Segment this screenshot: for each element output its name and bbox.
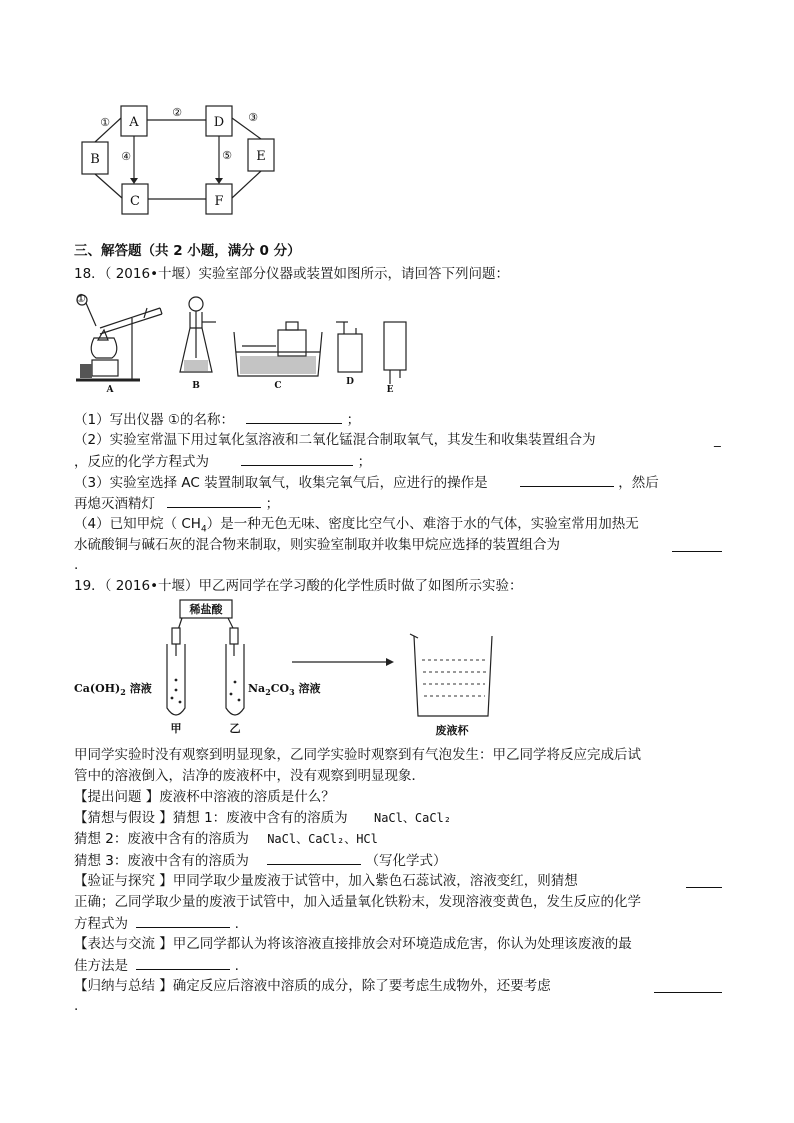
answer-blank-8[interactable] [686, 874, 722, 888]
q19-experiment-figure [72, 598, 512, 738]
q19-intro-2: 管中的溶液倒入，洁净的废液杯中，没有观察到明显现象． [74, 768, 425, 784]
flow-diagram [74, 104, 294, 216]
node-a: A [129, 115, 139, 130]
q18-part2b: ，反应的化学方程式为 ； [74, 454, 372, 470]
edge-label-3: ③ [248, 111, 258, 124]
answer-blank-6[interactable] [672, 538, 722, 552]
q18-stem: 18．（ 2016•十堰）实验室部分仪器或装置如图所示，请回答下列问题： [74, 266, 510, 282]
edge-label-4: ④ [121, 150, 131, 163]
q19-guess-2: 猜想 2：废液中含有的溶质为 NaCl、CaCl₂、HCl [74, 831, 378, 847]
q19-guess-3: 猜想 3：废液中含有的溶质为 （写化学式） [74, 853, 447, 869]
q19-verify-2: 正确；乙同学取少量的废液于试管中，加入适量氧化铁粉末，发现溶液变黄色，发生反应的化学 [74, 894, 641, 910]
q18-part2a: （2）实验室常温下用过氧化氢溶液和二氧化锰混合制取氧气，其发生和收集装置组合为 _ [74, 432, 721, 448]
beaker-label: 废液杯 [435, 724, 469, 737]
node-b: B [90, 152, 100, 167]
q18-part3a: （3）实验室选择 AC 装置制取氧气，收集完氧气后，应进行的操作是 ，然后 [74, 475, 659, 491]
fig-label-b: B [192, 381, 200, 391]
answer-blank-11[interactable] [654, 979, 722, 993]
q18-part4-end: . [74, 557, 79, 573]
q18-part3b: 再熄灭酒精灯 ； [74, 496, 280, 512]
q19-guess-1: 【猜想与假设 】猜想 1：废液中含有的溶质为 NaCl、CaCl₂ [74, 810, 451, 826]
section-title: 三、解答题（共 2 小题，满分 0 分） [74, 243, 301, 259]
q19-stem: 19．（ 2016•十堰）甲乙两同学在学习酸的化学性质时做了如图所示实验： [74, 578, 523, 594]
node-c: C [130, 194, 140, 209]
tube-right-label: 乙 [229, 722, 241, 735]
answer-blank-10[interactable] [136, 956, 230, 970]
fig-label-d: D [346, 377, 354, 387]
fig-label-e: E [386, 385, 394, 394]
edge-label-5: ⑤ [222, 149, 232, 162]
q18-part1: （1）写出仪器 ①的名称： ； [74, 412, 361, 428]
answer-blank-2[interactable]: _ [714, 432, 721, 448]
answer-blank-1[interactable] [246, 410, 342, 424]
q19-intro-1: 甲同学实验时没有观察到明显现象，乙同学实验时观察到有气泡发生：甲乙同学将反应完成后试 [74, 747, 641, 763]
answer-blank-5[interactable] [167, 494, 261, 508]
q19-express-1: 【表达与交流 】甲乙同学都认为将该溶液直接排放会对环境造成危害，你认为处理该废液的最 [74, 936, 632, 952]
fig-label-c: C [274, 381, 282, 391]
tube-left-label: 甲 [170, 722, 182, 735]
q19-ask: 【提出问题 】废液杯中溶液的溶质是什么？ [74, 789, 335, 805]
q19-summary-end: . [74, 998, 79, 1014]
q19-verify-1: 【验证与探究 】甲同学取少量废液于试管中，加入紫色石蕊试液，溶液变红，则猜想 [74, 872, 578, 890]
answer-blank-4[interactable] [520, 473, 614, 487]
q19-summary: 【归纳与总结 】确定反应后溶液中溶质的成分，除了要考虑生成物外，还要考虑 [74, 977, 551, 995]
q19-verify-3: 方程式为 . [74, 916, 239, 932]
right-solution-label: $Na_2CO_3$ 溶液 [248, 682, 321, 697]
edge-label-1: ① [100, 116, 110, 129]
answer-blank-3[interactable] [241, 452, 353, 466]
fig-marker: ① [76, 292, 86, 305]
q18-part4b: 水硫酸铜与碱石灰的混合物来制取，则实验室制取并收集甲烷应选择的装置组合为 [74, 536, 560, 554]
answer-blank-7[interactable] [267, 851, 361, 865]
node-e: E [256, 149, 266, 164]
node-f: F [214, 194, 224, 209]
q18-part4a: （4）已知甲烷（ $CH_4$）是一种无色无味、密度比空气小、难溶于水的气体，实验室常用加热无 [74, 516, 639, 535]
q18-apparatus-figure [72, 288, 422, 394]
acid-label: 稀盐酸 [189, 603, 223, 616]
fig-label-a: A [106, 385, 114, 394]
left-solution-label: $Ca(OH)_2$ 溶液 [74, 682, 152, 697]
answer-blank-9[interactable] [136, 914, 230, 928]
q19-express-2: 佳方法是 . [74, 958, 239, 974]
edge-label-2: ② [172, 106, 182, 119]
node-d: D [213, 115, 225, 130]
